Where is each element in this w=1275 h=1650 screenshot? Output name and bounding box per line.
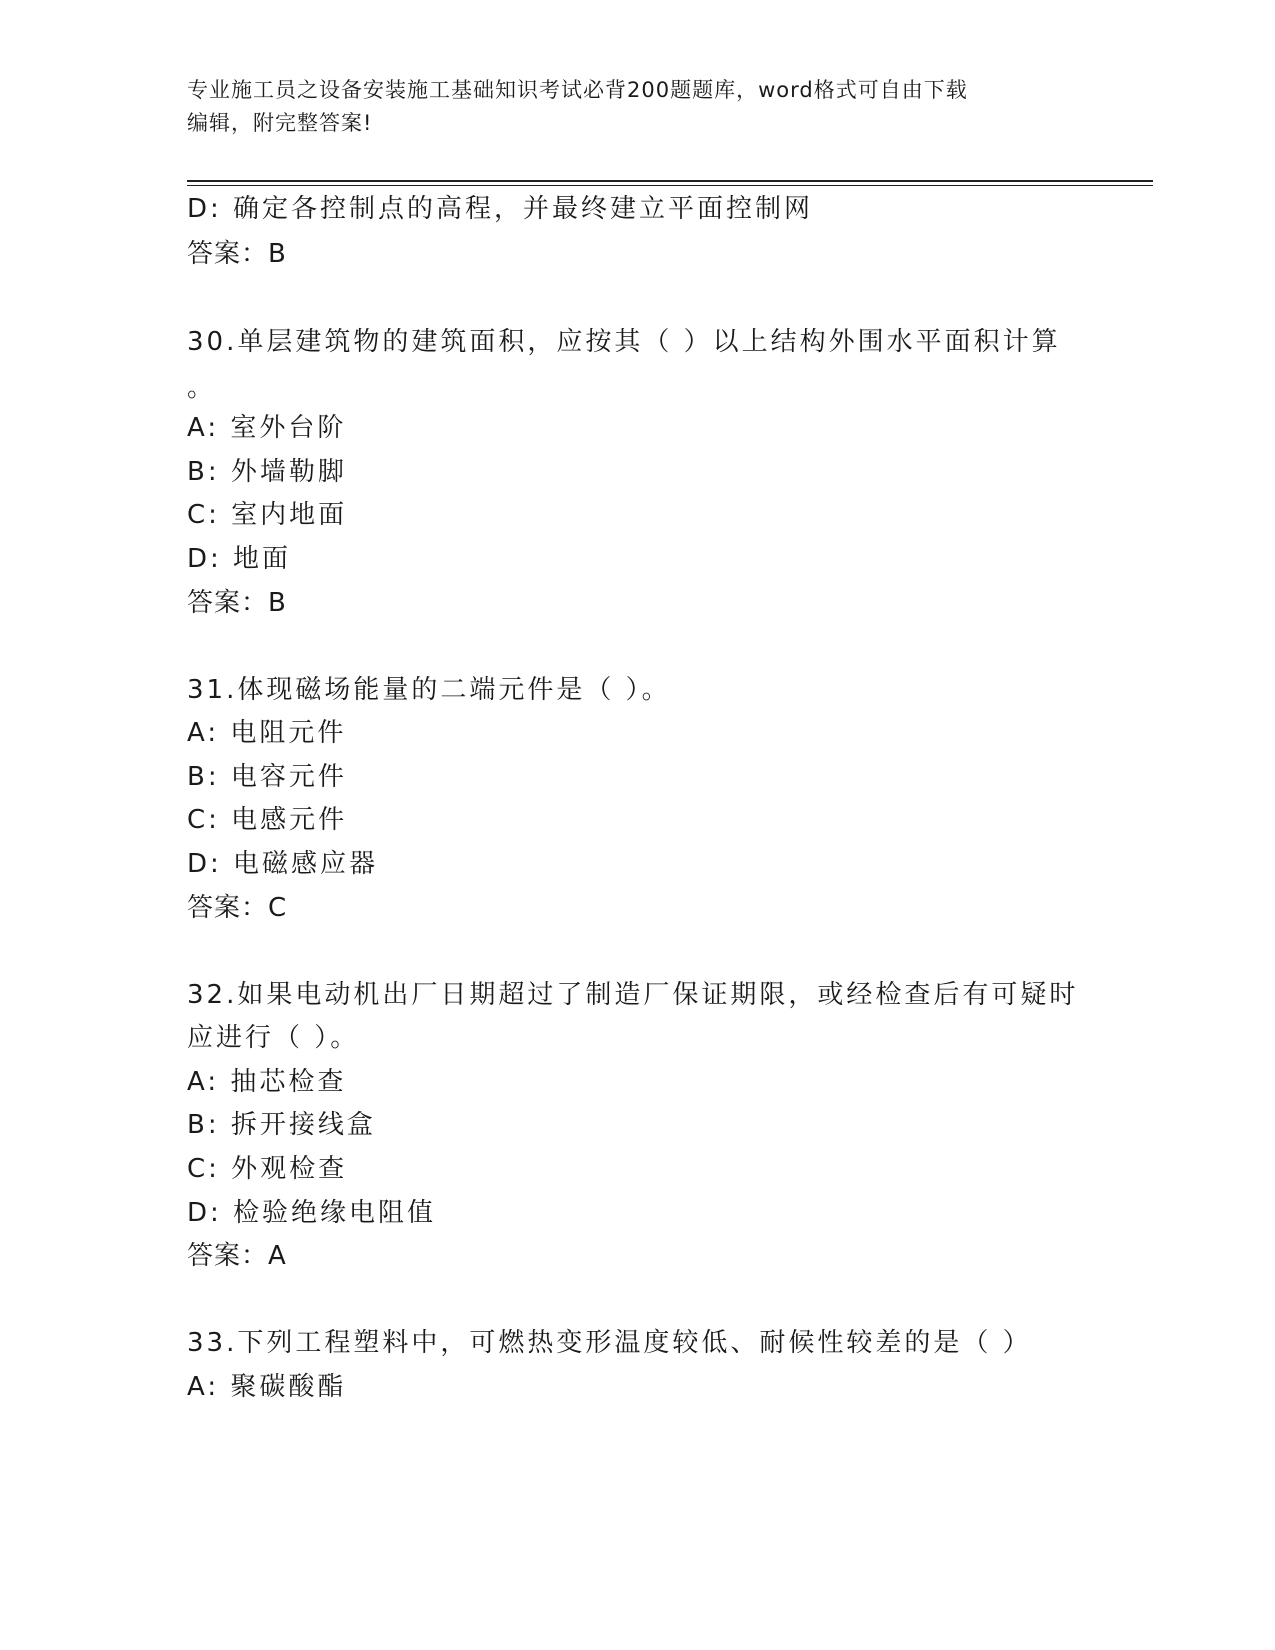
q31-answer: 答案：C — [187, 893, 288, 923]
q30-question-line-1: 30.单层建筑物的建筑面积，应按其（ ）以上结构外围水平面积计算 — [187, 327, 1061, 357]
q30-option-d: D: 地面 — [187, 544, 292, 574]
q31-option-d: D: 电磁感应器 — [187, 849, 379, 879]
q31-option-c: C: 电感元件 — [187, 805, 348, 835]
q29-answer: 答案：B — [187, 239, 287, 269]
q32-answer: 答案：A — [187, 1241, 287, 1271]
q33-question: 33.下列工程塑料中，可燃热变形温度较低、耐候性较差的是（ ） — [187, 1328, 1032, 1358]
header-divider-thick — [187, 180, 1153, 182]
header-title-line-2: 编辑，附完整答案! — [187, 111, 373, 135]
q30-option-a: A: 室外台阶 — [187, 413, 347, 443]
q30-option-b: B: 外墙勒脚 — [187, 457, 347, 487]
header-divider-thin — [187, 185, 1153, 186]
q32-option-d: D: 检验绝缘电阻值 — [187, 1198, 437, 1228]
q32-question-line-2: 应进行（ ）。 — [187, 1023, 360, 1053]
q32-option-a: A: 抽芯检查 — [187, 1067, 347, 1097]
header-title-line-1: 专业施工员之设备安装施工基础知识考试必背200题题库，word格式可自由下载 — [187, 78, 968, 102]
document-header — [187, 74, 1087, 140]
q30-option-c: C: 室内地面 — [187, 500, 348, 530]
q32-option-c: C: 外观检查 — [187, 1154, 348, 1184]
q30-question-line-2: 。 — [187, 373, 217, 403]
q32-question-line-1: 32.如果电动机出厂日期超过了制造厂保证期限，或经检查后有可疑时 — [187, 980, 1079, 1010]
q31-question: 31.体现磁场能量的二端元件是（ ）。 — [187, 675, 671, 705]
q33-option-a: A: 聚碳酸酯 — [187, 1372, 347, 1402]
q30-answer: 答案：B — [187, 588, 287, 618]
q29-option-d: D: 确定各控制点的高程，并最终建立平面控制网 — [187, 194, 814, 224]
q32-option-b: B: 拆开接线盒 — [187, 1110, 376, 1140]
q31-option-b: B: 电容元件 — [187, 762, 347, 792]
q31-option-a: A: 电阻元件 — [187, 718, 347, 748]
